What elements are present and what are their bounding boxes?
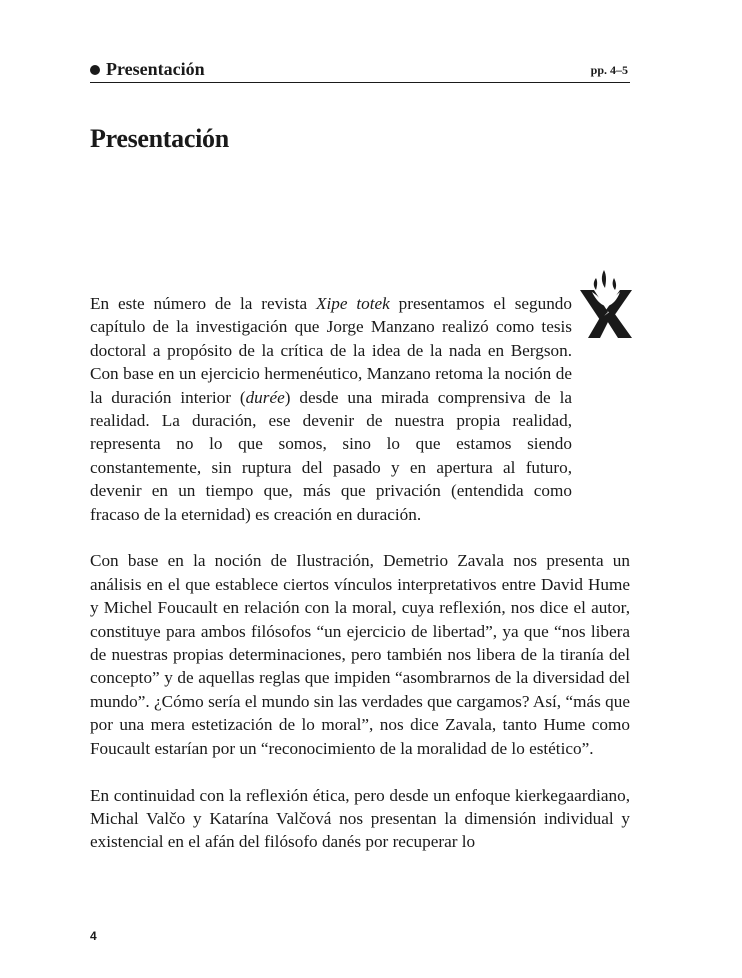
running-header xyxy=(90,58,630,83)
page-title: Presentación xyxy=(90,124,229,153)
paragraph-1-text-c: ) desde una mirada comprensiva de la realidad. La duración, ese devenir de nuestra propia realidad, representa no lo que somos, sino lo que estamos siendo constantemente, sin ruptura del pasado y en apertura al futuro, devenir en un tiempo que, más que privación (entendida como fracaso de la eternidad) es creación en duración. xyxy=(90,387,572,524)
journal-title: Xipe totek xyxy=(316,294,390,313)
paragraph-2: Con base en la noción de Ilustración, Demetrio Zavala nos presenta un análisis en el que establece ciertos vínculos interpretativos entre David Hume y Michel Foucault en relación con la moral, cuya reflexión, nos dice el autor, constituye para ambos filósofos “un ejercicio de libertad”, ya que “nos libera de nuestras propias determinaciones, pero también nos libera de la tiranía del concepto” y de aquellas reglas que impiden “asombrarnos de la diversidad del mundo”. ¿Cómo sería el mundo sin las verdades que cargamos? Así, “más que por una mera estetización de lo moral”, nos dice Zavala, tanto Hume como Foucault estarían por un “reconocimiento de la moralidad de lo estético”. xyxy=(90,551,630,758)
paragraph-1 xyxy=(90,292,572,526)
term-duree: durée xyxy=(245,387,285,407)
body-text xyxy=(90,292,630,877)
running-header-section: Presentación xyxy=(106,59,205,79)
paragraph-1-text-b: presentamos el segundo capítulo de la investigación que Jorge Manzano realizó como tesis doctoral a propósito de la crítica de la idea de la nada en Bergson. Con base en un ejercicio hermenéutico, Manzano retoma la noción de la duración interior ( xyxy=(90,294,572,407)
paragraph-1-text-a: En este número de la revista xyxy=(90,294,316,313)
page-number: 4 xyxy=(90,929,97,943)
bullet-icon xyxy=(90,65,100,75)
running-header-pages: pp. 4–5 xyxy=(590,63,628,77)
paragraph-3: En continuidad con la reflexión ética, pero desde un enfoque kierkegaardiano, Michal Valčo y Katarína Valčová nos presentan la dimensión individual y existencial en el afán del filósofo danés por recuperar lo xyxy=(90,785,630,852)
